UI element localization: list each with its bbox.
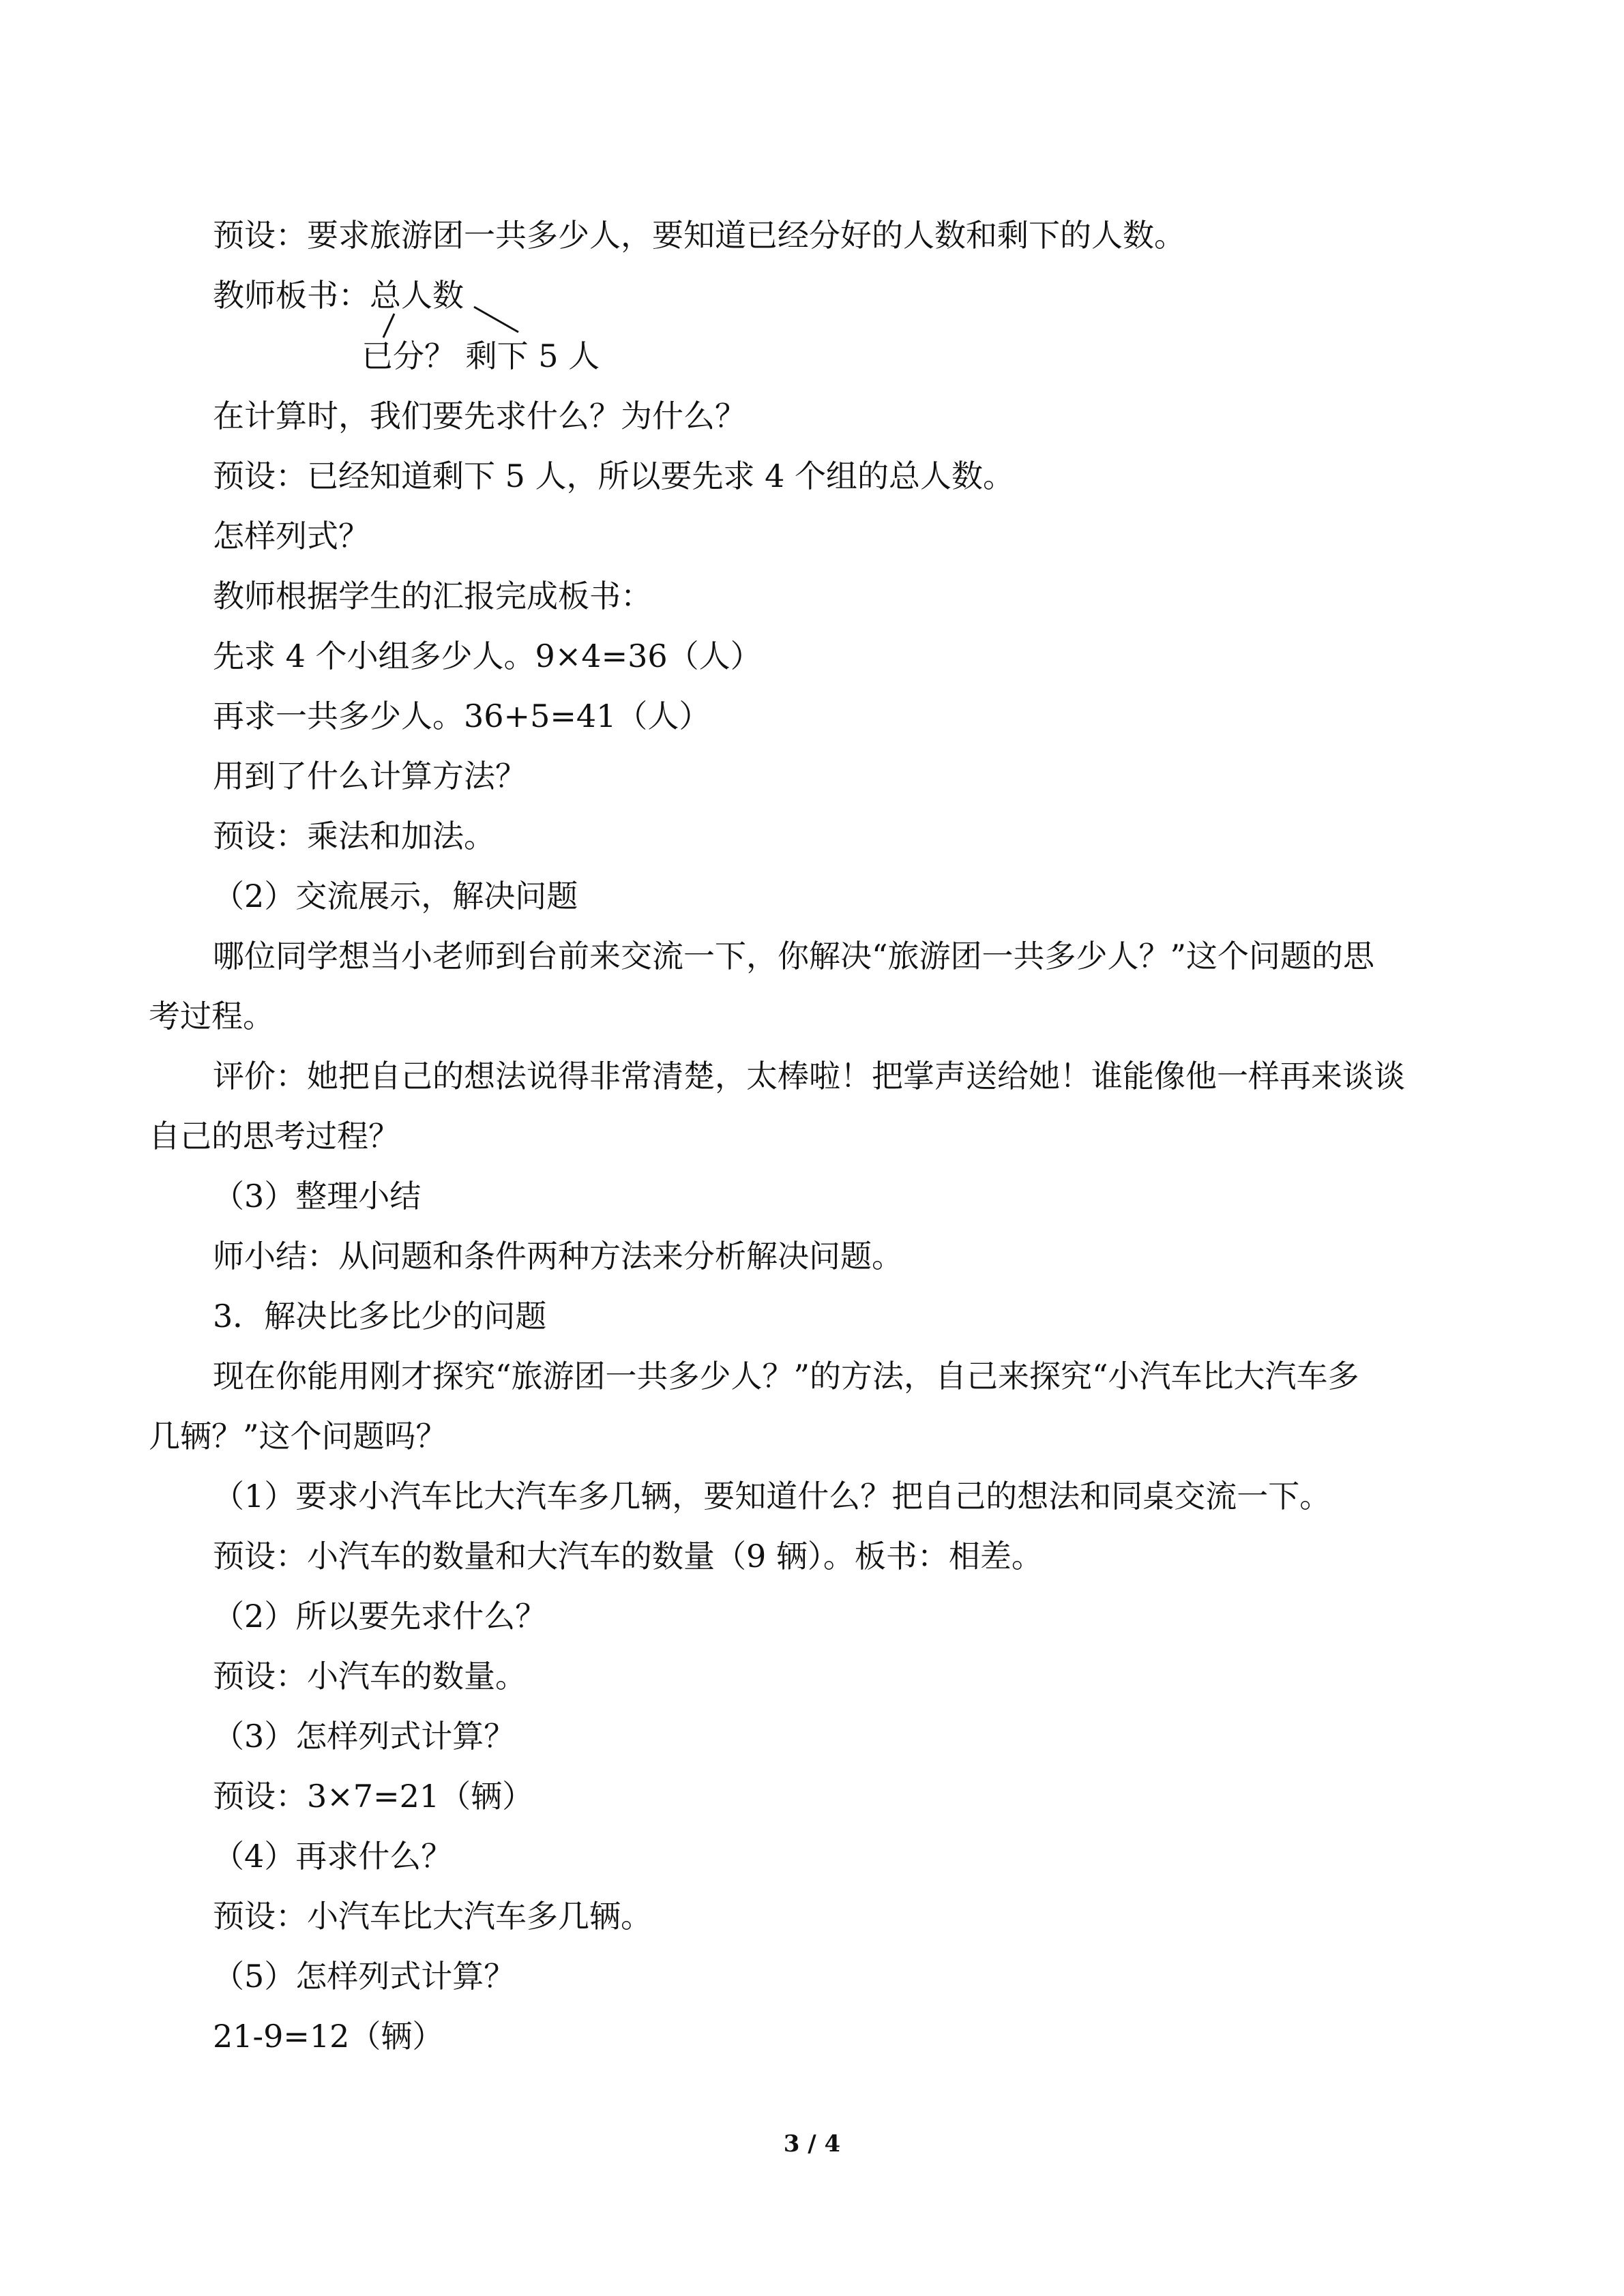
board-writing-title: 教师板书：总人数	[213, 277, 464, 314]
paragraph-line: 预设：要求旅游团一共多少人，要知道已经分好的人数和剩下的人数。	[213, 217, 1185, 254]
paragraph-line: 评价：她把自己的想法说得非常清楚，太棒啦！把掌声送给她！谁能像他一样再来谈谈	[213, 1058, 1405, 1094]
paragraph-line: 考过程。	[149, 998, 274, 1034]
paragraph-line: 再求一共多少人。36+5=41（人）	[213, 698, 711, 734]
paragraph-line: 师小结：从问题和条件两种方法来分析解决问题。	[213, 1238, 903, 1274]
paragraph-line: 先求 4 个小组多少人。9×4=36（人）	[213, 638, 762, 674]
paragraph-line: 用到了什么计算方法？	[213, 758, 527, 794]
board-diagram-branches: 已分？ 剩下 5 人	[361, 338, 600, 374]
paragraph-line: 教师根据学生的汇报完成板书：	[213, 578, 652, 614]
paragraph-line: 怎样列式？	[213, 518, 370, 554]
paragraph-line: 预设：已经知道剩下 5 人，所以要先求 4 个组的总人数。	[213, 458, 1015, 494]
paragraph-line: 21-9=12（辆）	[213, 2018, 444, 2055]
section-heading: （2）交流展示，解决问题	[213, 878, 578, 914]
paragraph-line: （2）所以要先求什么？	[213, 1598, 547, 1635]
paragraph-line: （5）怎样列式计算？	[213, 1958, 516, 1995]
branch-line-left	[383, 314, 394, 338]
paragraph-line: 预设：小汽车比大汽车多几辆。	[213, 1898, 652, 1935]
paragraph-line: 几辆？”这个问题吗？	[149, 1418, 447, 1455]
paragraph-line: 预设：3×7=21（辆）	[213, 1778, 534, 1815]
paragraph-line: （4）再求什么？	[213, 1838, 453, 1875]
paragraph-line: （1）要求小汽车比大汽车多几辆，要知道什么？把自己的想法和同桌交流一下。	[213, 1478, 1331, 1515]
paragraph-line: 预设：小汽车的数量。	[213, 1658, 527, 1695]
section-heading: 3．解决比多比少的问题	[213, 1298, 547, 1335]
paragraph-line: 哪位同学想当小老师到台前来交流一下，你解决“旅游团一共多少人？”这个问题的思	[213, 938, 1375, 974]
section-heading: （3）整理小结	[213, 1178, 422, 1214]
branch-line-right	[474, 307, 518, 332]
page-number: 3 / 4	[783, 2130, 841, 2158]
paragraph-line: 现在你能用刚才探究“旅游团一共多少人？”的方法，自己来探究“小汽车比大汽车多	[213, 1358, 1359, 1395]
paragraph-line: 预设：小汽车的数量和大汽车的数量（9 辆）。板书：相差。	[213, 1538, 1043, 1575]
paragraph-line: 预设：乘法和加法。	[213, 818, 495, 854]
paragraph-line: 自己的思考过程？	[149, 1118, 400, 1154]
paragraph-line: （3）怎样列式计算？	[213, 1718, 516, 1755]
paragraph-line: 在计算时，我们要先求什么？为什么？	[213, 398, 746, 434]
